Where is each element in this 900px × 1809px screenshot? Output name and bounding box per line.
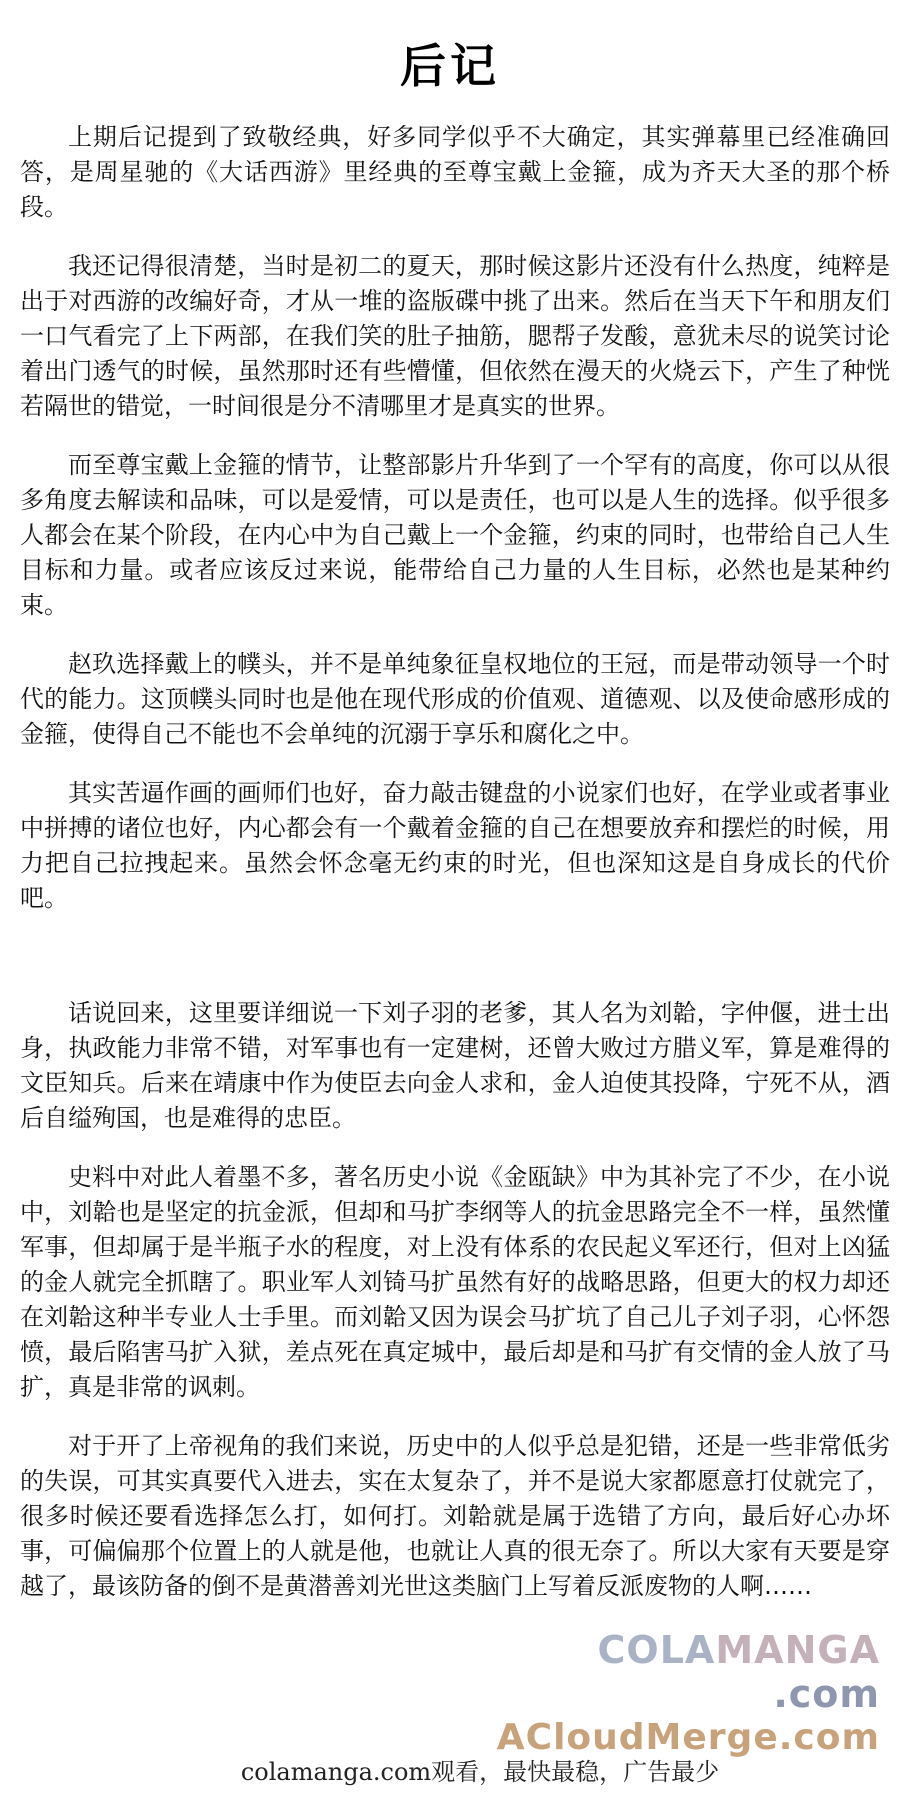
afterword-body bbox=[20, 120, 890, 1604]
footer-notice: colamanga.com观看，最快最稳，广告最少 bbox=[240, 1758, 720, 1786]
paragraph: 我还记得很清楚，当时是初二的夏天，那时候这影片还没有什么热度，纯粹是出于对西游的改编好奇，才从一堆的盗版碟中挑了出来。然后在当天下午和朋友们一口气看完了上下两部，在我们笑的肚子抽筋，腮帮子发酸，意犹未尽的说笑讨论着出门透气的时候，虽然那时还有些懵懂，但依然在漫天的火烧云下，产生了种恍若隔世的错觉，一时间很是分不清哪里才是真实的世界。 bbox=[20, 252, 890, 420]
watermark-brand-domain: .com bbox=[773, 1672, 880, 1716]
watermark-brand-part2: MANGA bbox=[715, 1628, 880, 1672]
paragraph: 而至尊宝戴上金箍的情节，让整部影片升华到了一个罕有的高度，你可以从很多角度去解读和品味，可以是爱情，可以是责任，也可以是人生的选择。似乎很多人都会在某个阶段，在内心中为自己戴上一个金箍，约束的同时，也带给自己人生目标和力量。或者应该反过来说，能带给自己力量的人生目标，必然也是某种约束。 bbox=[20, 451, 890, 619]
watermark-merge-text: ACloudMerge.com bbox=[496, 1717, 880, 1758]
paragraph: 上期后记提到了致敬经典，好多同学似乎不大确定，其实弹幕里已经准确回答，是周星驰的《大话西游》里经典的至尊宝戴上金箍，成为齐天大圣的那个桥段。 bbox=[20, 123, 890, 221]
site-watermark bbox=[480, 1628, 880, 1760]
watermark-brand bbox=[480, 1628, 880, 1716]
paragraph: 赵玖选择戴上的幞头，并不是单纯象征皇权地位的王冠，而是带动领导一个时代的能力。这顶幞头同时也是他在现代形成的价值观、道德观、以及使命感形成的金箍，使得自己不能也不会单纯的沉溺于享乐和腐化之中。 bbox=[20, 650, 890, 748]
page-title: 后记 bbox=[400, 39, 500, 93]
paragraph: 史料中对此人着墨不多，著名历史小说《金瓯缺》中为其补完了不少，在小说中，刘韐也是坚定的抗金派，但却和马扩李纲等人的抗金思路完全不一样，虽然懂军事，但却属于是半瓶子水的程度，对上没有体系的农民起义军还行，但对上凶猛的金人就完全抓瞎了。职业军人刘锜马扩虽然有好的战略思路，但更大的权力却还在刘韐这种半专业人士手里。而刘韐又因为误会马扩坑了自己儿子刘子羽，心怀怨愤，最后陷害马扩入狱，差点死在真定城中，最后却是和马扩有交情的金人放了马扩，真是非常的讽刺。 bbox=[20, 1163, 890, 1401]
paragraph: 其实苦逼作画的画师们也好，奋力敲击键盘的小说家们也好，在学业或者事业中拼搏的诸位也好，内心都会有一个戴着金箍的自己在想要放弃和摆烂的时候，用力把自己拉拽起来。虽然会怀念毫无约束的时光，但也深知这是自身成长的代价吧。 bbox=[20, 779, 890, 912]
paragraph: 对于开了上帝视角的我们来说，历史中的人似乎总是犯错，还是一些非常低劣的失误，可其实真要代入进去，实在太复杂了，并不是说大家都愿意打仗就完了，很多时候还要看选择怎么打，如何打。刘韐就是属于选错了方向，最后好心办坏事，可偏偏那个位置上的人就是他，也就让人真的很无奈了。所以大家有天要是穿越了，最该防备的倒不是黄潜善刘光世这类脑门上写着反派废物的人啊…… bbox=[20, 1432, 890, 1600]
watermark-brand-part1: COLA bbox=[597, 1628, 716, 1672]
paragraph: 话说回来，这里要详细说一下刘子羽的老爹，其人名为刘韐，字仲偃，进士出身，执政能力非常不错，对军事也有一定建树，还曾大败过方腊义军，算是难得的文臣知兵。后来在靖康中作为使臣去向金人求和，金人迫使其投降，宁死不从，酒后自缢殉国，也是难得的忠臣。 bbox=[20, 999, 890, 1132]
